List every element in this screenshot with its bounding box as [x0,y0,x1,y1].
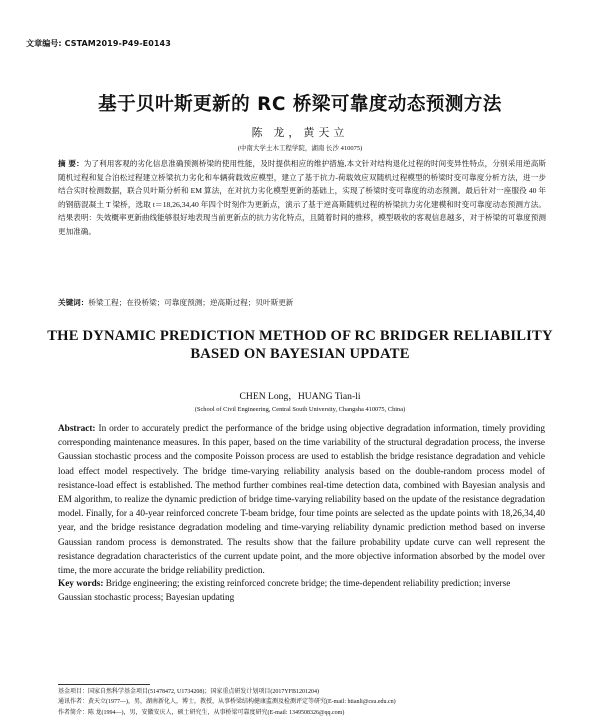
english-abstract-label: Abstract: [58,424,96,434]
english-abstract-text: In order to accurately predict the performance of the bridge using objective degradation information, timely providing corresponding maintenance measures. In this paper, based on the time variability of the structural degradation process, the inverse Gaussian stochastic process and the composite Poisson process are used to establish the bridge resistance degradation and vehicle load effect model respectively. The bridge time-varying reliability analysis based on the double-random process model of resistance-load effect is established. The method further combines real-time detection data, combined with Bayesian analysis and EM algorithm, to realize the dynamic prediction of bridge time-varying reliability based on the update of the resistance degradation model. Finally, for a 40-year reinforced concrete T-beam bridge, four time points are selected as the update points with 18,26,34,40 year, and the bridge resistance degradation modeling and time-varying reliability dynamic prediction method based on inverse Gaussian random process is demonstrated. The results show that the failure probability update curve can well represent the resistance degradation characteristics of the current update point, and the more objective information absorbed by the model over time, the more accurate the bridge reliability prediction. [58,424,546,577]
chinese-keywords-label: 关键词： [58,298,89,307]
chinese-keywords [58,297,546,309]
chinese-keywords-text: 桥梁工程；在役桥梁；可靠度预测；逆高斯过程；贝叶斯更新 [88,298,294,307]
chinese-abstract-label: 摘 要： [58,159,84,168]
chinese-abstract-text: 为了利用客观的劣化信息准确预测桥梁的使用性能，及时提供相应的维护措施,本文针对结构退化过程的时间变异性特点，分别采用逆高斯随机过程和复合泊松过程建立桥梁抗力劣化和车辆荷载效应模型，建立了基于抗力-荷载效应双随机过程模型的桥梁时变可靠度分析方法，进一步结合实时检测数据，联合贝叶斯分析和 EM 算法，在对抗力劣化模型更新的基础上，实现了桥梁时变可靠度的动态预测。最后针对一座服役 40 年的钢筋混凝土 T 梁桥，选取 t＝18,26,34,40 年四个时刻作为更新点，演示了基于逆高斯随机过程的桥梁抗力劣化建模和时变可靠度动态预测方法。结果表明：失效概率更新曲线能够很好地表现当前更新点的抗力劣化特点，且随着时间的推移，模型吸收的客观信息越多，对于桥梁的可靠度预测更加准确。 [58,159,546,236]
english-title-line-1: THE DYNAMIC PREDICTION METHOD OF RC BRIDGER RELIABILITY [47,328,553,344]
footnotes [58,687,558,718]
chinese-abstract [58,157,546,239]
english-abstract [58,422,545,578]
footnote-divider [58,684,150,685]
english-keywords-text: Bridge engineering; the existing reinforced concrete bridge; the time-dependent reliability prediction; inverse Gaussian stochastic process; Bayesian updating [58,579,511,604]
english-keywords [58,577,545,605]
chinese-title: 基于贝叶斯更新的 RC 桥梁可靠度动态预测方法 [98,94,502,115]
document-id: 文章编号: CSTAM2019-P49-E0143 [26,39,171,48]
chinese-authors: 陈 龙，黄天立 [251,127,349,139]
footnote-corresponding-author: 通讯作者：黄天立(1977—)，男，湖南新化人，博士，教授，从事桥梁结构健康监测及检测评定等研究(E-mail: htianli@csu.edu.cn) [58,699,396,706]
footnote-funding: 基金项目：国家自然科学基金项目(51478472, U1734208)；国家重点研发计划项目(2017YFB1201204) [58,689,319,695]
english-keywords-label: Key words: [58,579,104,589]
english-authors: CHEN Long，HUANG Tian-li [239,391,361,402]
chinese-affiliation: (中南大学土木工程学院，湖南 长沙 410075) [237,145,363,152]
english-affiliation: (School of Civil Engineering, Central South University, Changsha 410075, China) [194,406,406,413]
english-title [40,327,560,363]
footnote-author-bio: 作者简介：陈 龙(1994—)，男，安徽安庆人，硕士研究生，从事桥梁可靠度研究(E-mail: 1349508326@qq.com) [58,709,345,716]
english-title-line-2: BASED ON BAYESIAN UPDATE [190,346,410,362]
